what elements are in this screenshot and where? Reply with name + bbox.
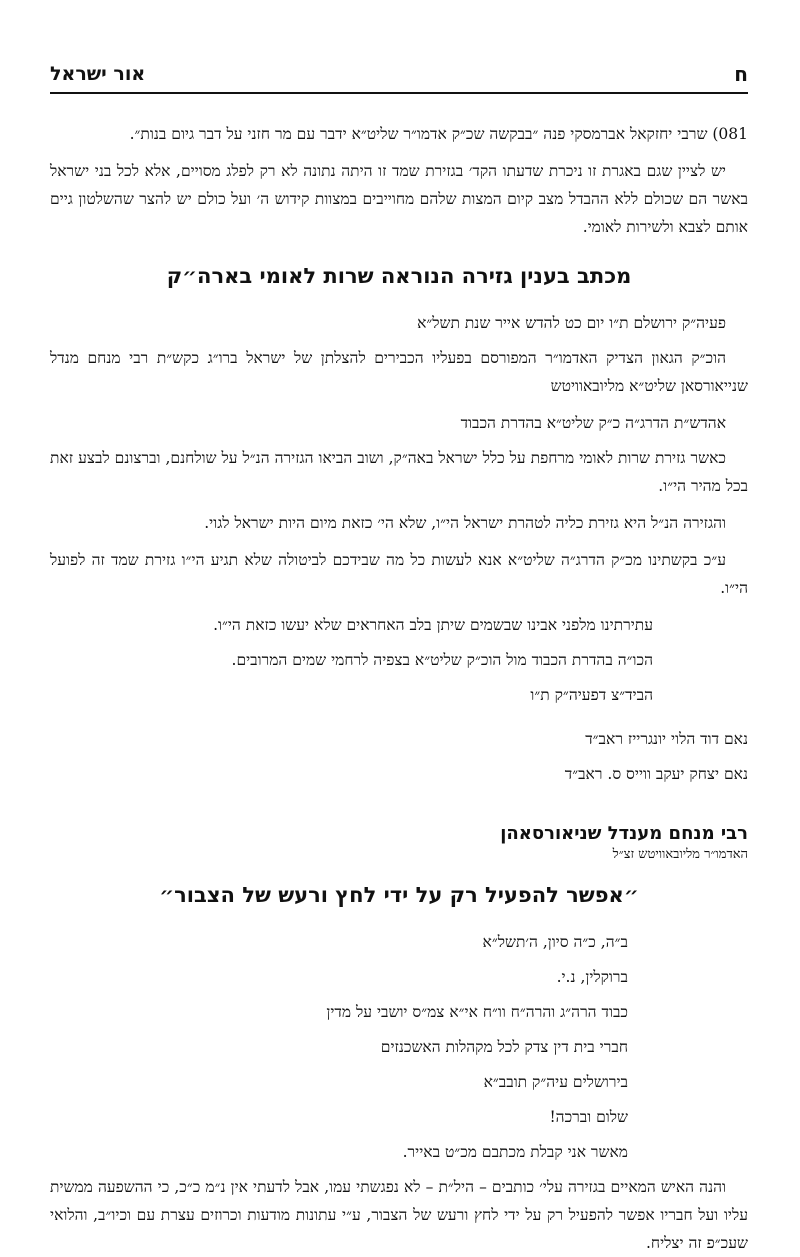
letter-closing: הכו״ה בהדרת הכבוד מול הוכ״ק שליט״א בצפיה לרחמי שמים המרובים. [231,651,653,669]
signature-line: נאם יצחק יעקב ווייס ס. ראב״ד [564,765,748,783]
letter-paragraph: ע״כ בקשתינו מכ״ק הדרג״ה שליט״א אנא לעשות כל מה שבידכם לביטולה שלא תגיע הי״ו גזירת שמד זה לפועל הי״ו. [50,551,748,597]
author-title: האדמו״ר מליובאוויטש זצ״ל [612,847,748,862]
letter-header-line: ב״ה, כ״ה סיון, ה׳תשל״א [482,933,628,951]
book-title: אור ישראל [50,63,146,85]
page-number: ח [734,62,748,86]
letter-heading: מכתב בענין גזירה הנוראה שרות לאומי בארה״ק [166,264,632,288]
letter-paragraph: עתירתינו מלפני אבינו שבשמים שיתן בלב האחראים שלא יעשו כזאת הי״ו. [213,616,653,634]
page-content [50,120,748,1257]
letter-date-line: פעיה״ק ירושלם ת״ו יום כט להדש אייר שנת תשל״א [417,314,726,332]
author-name: רבי מנחם מענדל שניאורסאהן [500,823,748,844]
letter-greeting: שלום וברכה! [549,1108,628,1126]
author-block [50,822,748,864]
letter-header-line: בירושלים עיה״ק תובב״א [483,1073,628,1091]
letter-address: הוכ״ק הגאון הצדיק האדמו״ר המפורסם בפעליו הכבירים להצלתן של ישראל ברו״ג כקש״ת רבי מנחם מנדל שנייאורסאן שליט״א מליובאוויטש [50,349,748,395]
letter-header-line: כבוד הרה״ג והרה״ח וו״ח אי״א צמ״ס יושבי על מדין [326,1003,628,1021]
letter-court-name: הביד״צ דפעיה״ק ת״ו [530,686,653,704]
signatures [50,725,748,788]
letter-header-line: חברי בית דין צדק לכל מקהלות האשכנזים [380,1038,628,1056]
intro-paragraph: יש לציין שגם באגרת זו ניכרת שדעתו הקד׳ בגזירת שמד זו היתה נתונה לא רק לפלג מסויים, אלא לכל בני ישראל באשר הם שכולם ללא ההבדל מצב קיום המצות שלהם מחוייבים במצוות קידוש ה׳ ועל כולם יש להצר שהשלטון גיים אותם לצבא ולשירות לאומי. [50,162,748,236]
letter-header-line: ברוקלין, נ.י. [556,968,628,986]
letter-paragraph: כאשר גזירת שרות לאומי מרחפת על כלל ישראל באה״ק, ושוב הביאו הגזירה הנ״ל על שולחנם, וברצונם לבצע זאת בכל מהיר הי״ו. [50,449,748,495]
running-header [50,62,748,94]
quote-heading: ״אפשר להפעיל רק על ידי לחץ ורעש של הצבור״ [159,883,639,907]
footnote-paragraph: 081) שרבי יחזקאל אברמסקי פנה ״בבקשה שכ״ק אדמו״ר שליט״א ידבר עם מר חזני על דבר גיום בנות״. [129,125,748,143]
signature-line: נאם דוד הלוי יונגרייז ראב״ד [585,730,748,748]
letter-paragraph: והנה האיש המאיים בגזירה עלי׳ כותבים – היל״ת – לא נפגשתי עמו, אבל לדעתי אין נ״מ כ״כ, כי ההשפעה ממשית עליו ועל חבריו אפשר להפעיל רק על ידי לחץ ורעש של הצבור, ע״י עתונות מודעות וכרוזים עצרת עם וכיו״ב, והלואי שעכ״פ זה יצליח. [50,1178,748,1252]
letter-header-line: מאשר אני קבלת מכתבם מכ״ט באייר. [402,1143,628,1161]
letter-greeting: אהדש״ת הדרג״ה כ״ק שליט״א בהדרת הכבוד [460,414,726,432]
letter-paragraph: והגזירה הנ״ל היא גזירת כליה לטהרת ישראל הי״ו, שלא הי׳ כזאת מיום היות ישראל לגוי. [204,514,726,532]
